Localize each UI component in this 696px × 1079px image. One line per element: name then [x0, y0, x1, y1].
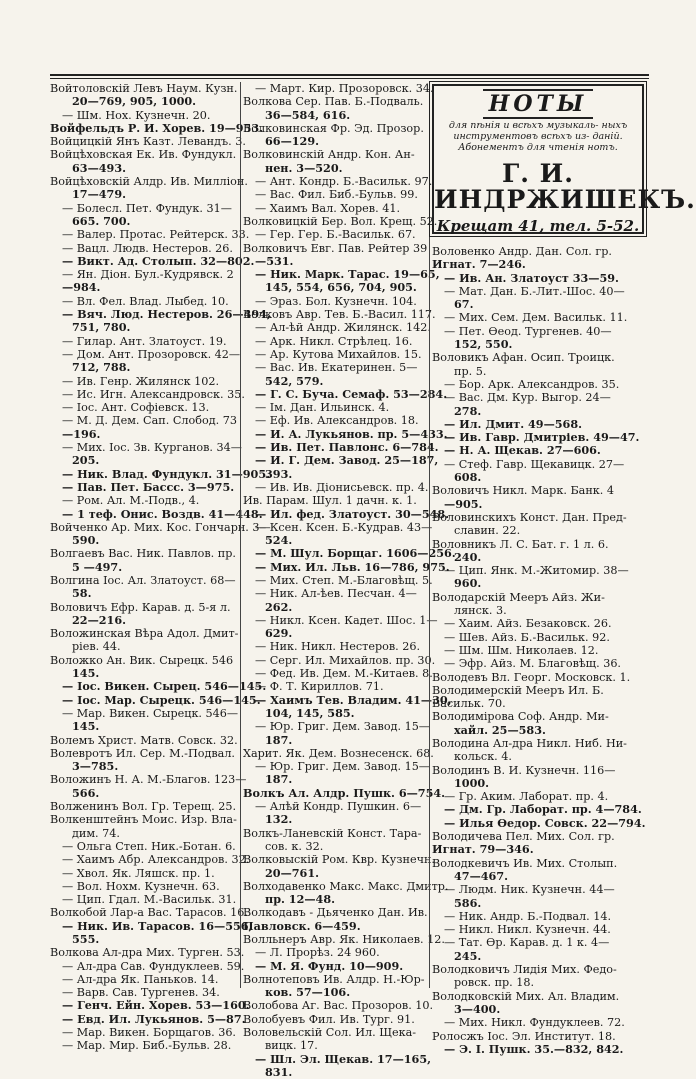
directory-entry-line: — Юр. Григ. Дем. Завод. 15—	[255, 760, 430, 774]
directory-entry-line: — Ил. Дмит. 49—568.	[444, 416, 583, 431]
directory-entry-line: Волковыскій Ром. Квр. Кузнечн.	[243, 853, 435, 867]
column-3	[432, 245, 648, 1056]
directory-entry-line: — М. Я. Фунд. 10—909.	[255, 958, 404, 973]
directory-entry-line: — Ром. Ал. М.-Подв., 4.	[62, 494, 200, 508]
directory-entry-line: сов. к. 32.	[265, 839, 324, 853]
directory-entry-line: — Тат. Ѳр. Карав. д. 1 к. 4—	[444, 936, 610, 950]
directory-entry-line: славин. 22.	[454, 524, 521, 538]
directory-entry-line: — Ал-ѣй Андр. Жилянск. 142.	[255, 321, 431, 335]
directory-entry-line: 145.	[72, 666, 100, 681]
directory-entry-line: — Хаимъ Тев. Владим. 41—30,	[255, 692, 452, 707]
directory-entry-line: Ролосжъ Іос. Эл. Институт. 18.	[432, 1029, 616, 1043]
directory-entry-line: — Ксен. Ксен. Б.-Кудрав. 43—	[255, 520, 433, 534]
directory-entry-line: — Шм. Нох. Кузнечн. 20.	[62, 108, 211, 122]
directory-entry-line: — Бор. Арк. Александров. 35.	[444, 377, 620, 391]
directory-entry-line: лянск. 3.	[454, 604, 507, 618]
directory-entry-line: 205.	[72, 453, 100, 468]
directory-entry-line: 960.	[454, 576, 482, 591]
directory-entry-line: Ив. Парам. Шул. 1 дачн. к. 1.	[243, 494, 417, 508]
directory-entry-line: 47—467.	[454, 868, 509, 883]
directory-entry-line: — Ник. Влад. Фундукл. 31—905.	[62, 466, 271, 481]
directory-entry-line: — 1 теф. Онис. Воздв. 41—448.	[62, 506, 263, 521]
ad-text: для пѣнія и всѣхъ музыкаль- ныхъ инструментовъ всѣхъ из- даній. Абонементъ для чтенія нотъ.	[448, 120, 628, 153]
directory-entry-line: —196.	[62, 426, 101, 441]
directory-entry-line: — Мих. Іос. Зв. Курганов. 34—	[62, 441, 242, 455]
directory-entry-line: — Цип. Гдал. М.-Васильк. 31.	[62, 893, 237, 907]
directory-entry-line: Волемъ Христ. Матв. Совск. 32.	[50, 733, 238, 747]
directory-entry-line: 187.	[265, 772, 293, 787]
directory-entry-line: 5 —497.	[72, 559, 123, 574]
directory-entry-line: — Шм. Шм. Николаев. 12.	[444, 643, 599, 657]
directory-entry-line: — М. Шул. Борщаг. 1606—256.	[255, 546, 456, 561]
directory-entry-line: ріев. 44.	[72, 640, 121, 654]
directory-entry-line: кольск. 4.	[454, 750, 512, 764]
directory-entry-line: — Стеф. Гавр. Щекавицк. 27—	[444, 457, 625, 471]
directory-entry-line: — Ник. Марк. Тарас. 19—65,	[255, 267, 440, 282]
directory-entry-line: Воловникъ Л. С. Бат. г. 1 л. 6.	[432, 537, 609, 551]
directory-entry-line: — Вас. Ив. Екатеринен. 5—	[255, 361, 418, 375]
directory-entry-line: 17—479.	[72, 187, 127, 202]
directory-entry-line: 3—785.	[72, 759, 119, 774]
directory-entry-line: 665. 700.	[72, 213, 131, 228]
directory-entry-line: — Ис. Игн. Александровск. 35.	[62, 387, 245, 401]
column-divider-2	[429, 82, 430, 988]
directory-entry-line: 542, 579.	[265, 373, 324, 388]
directory-entry-line: Волженинъ Вол. Гр. Терещ. 25.	[50, 800, 237, 814]
directory-entry-line: Васильк. 70.	[432, 697, 506, 711]
directory-entry-line: 152, 550.	[454, 337, 513, 352]
directory-entry-line: Харит. Як. Дем. Вознесенск. 68.	[243, 746, 434, 760]
directory-entry-line: 262.	[265, 599, 293, 614]
directory-entry-line: — Еф. Ив. Александров. 18.	[255, 414, 419, 428]
directory-entry-line: — Арк. Никл. Стрѣлец. 16.	[255, 334, 413, 348]
directory-entry-line: хайл. 25—583.	[454, 722, 546, 737]
directory-entry-line: Войцѣховскій Алдр. Ив. Милліон.	[50, 175, 248, 189]
directory-entry-line: — Ив. Гавр. Дмитріев. 49—47.	[444, 430, 640, 445]
directory-entry-line: 22—216.	[72, 612, 127, 627]
directory-entry-line: 586.	[454, 895, 482, 910]
directory-entry-line: — Мих. Степ. М.-Благовѣщ. 5.	[255, 573, 433, 587]
directory-entry-line: Войцѣховская Ек. Ив. Фундукл.	[50, 148, 237, 162]
directory-entry-line: —905.	[444, 496, 483, 511]
directory-entry-line: — Хвол. Як. Ляшск. пр. 1.	[62, 866, 215, 880]
directory-entry-line: Войфельдъ Р. И. Хорев. 19—953.	[50, 120, 264, 135]
directory-entry-line: Волковицкій Бер. Вол. Крещ. 52.	[243, 214, 438, 228]
directory-entry-line: 278.	[454, 403, 482, 418]
directory-entry-line: — Мих. Ил. Льв. 16—786, 975.	[255, 559, 450, 574]
directory-entry-line: Волобова Аг. Вас. Прозоров. 10.	[243, 999, 434, 1013]
directory-entry-line: Володимерскій Мееръ Ил. Б.	[432, 683, 604, 697]
directory-entry-line: Володевъ Вл. Георг. Московск. 1.	[432, 670, 631, 684]
ad-address: Крещат 41, тел. 5-52.	[436, 217, 640, 235]
directory-entry-line: Волгаевъ Вас. Ник. Павлов. пр.	[50, 547, 236, 561]
directory-entry-line: — Ник. Ив. Тарасов. 16—556,	[62, 918, 253, 933]
directory-entry-line: — Валер. Протас. Рейтерск. 33.	[62, 228, 250, 242]
directory-entry-line: — Мар. Викен. Борщагов. 36.	[62, 1026, 236, 1040]
directory-entry-line: 145.	[72, 719, 100, 734]
directory-entry-line: Воложко Ан. Вик. Сырецк. 546	[50, 653, 234, 667]
directory-entry-line: Волкова Ал-дра Мих. Турген. 53.	[50, 946, 245, 960]
directory-entry-line: 36—584, 616.	[265, 107, 351, 122]
directory-entry-line: Волковинскій Андр. Кон. Ан-	[243, 148, 415, 162]
directory-entry-line: — Никл. Ксен. Кадет. Шос. 1—	[255, 613, 438, 627]
directory-entry-line: Волобуевъ Фил. Ив. Тург. 91.	[243, 1012, 415, 1026]
directory-entry-line: Володина Ал-дра Никл. Ниб. Ни-	[432, 736, 627, 750]
directory-entry-line: Володарскій Мееръ Айз. Жи-	[432, 590, 605, 604]
directory-entry-line: — Ив. Ив. Діонисьевск. пр. 4.	[255, 480, 429, 494]
directory-entry-line: 393.	[265, 466, 293, 481]
column-divider-1	[240, 82, 241, 988]
directory-entry-line: 132.	[265, 812, 293, 827]
directory-entry-line: — Шев. Айз. Б.-Васильк. 92.	[444, 630, 610, 644]
directory-entry-line: Володковичъ Лидія Мих. Федо-	[432, 963, 617, 977]
directory-entry-line: — Іос. Мар. Сырецк. 546—145.	[62, 692, 261, 707]
directory-entry-line: — Ф. Т. Кириллов. 71.	[255, 680, 384, 694]
directory-entry-line: Володковскій Мих. Ал. Владим.	[432, 989, 620, 1003]
directory-entry-line: Воловельскій Сол. Ил. Щека-	[243, 1026, 417, 1040]
directory-entry-line: — Викт. Ад. Столып. 32—802.	[62, 253, 255, 268]
directory-entry-line: Воложинская Вѣра Адол. Дмит-	[50, 627, 239, 641]
directory-entry-line: ков. 57—106.	[265, 985, 351, 1000]
directory-entry-line: — Вл. Фел. Влад. Лыбед. 10.	[62, 294, 229, 308]
directory-entry-line: 63—493.	[72, 160, 127, 175]
directory-entry-line: 66—129.	[265, 134, 320, 149]
directory-entry-line: — Ник. Ал-ѣев. Песчан. 4—	[255, 587, 417, 601]
directory-entry-line: пр. 5.	[454, 364, 487, 378]
directory-entry-line: Володичева Пел. Мих. Сол. гр.	[432, 830, 615, 844]
directory-entry-line: — Людм. Ник. Кузнечн. 44—	[444, 883, 615, 897]
directory-entry-line: — Вяч. Люд. Нестеров. 26—494,	[62, 307, 271, 322]
directory-entry-line: дим. 74.	[72, 826, 120, 840]
directory-entry-line: Волкодавъ - Дьяченко Дан. Ив.	[243, 906, 428, 920]
directory-entry-line: — Ив. Пет. Павлонс. 6—784.	[255, 440, 439, 455]
directory-entry-line: — Ил. фед. Златоуст. 30—548.	[255, 506, 450, 521]
directory-entry-line: 187.	[265, 732, 293, 747]
directory-entry-line: Волковинская Фр. Эд. Прозор.	[243, 121, 424, 135]
directory-entry-line: 712, 788.	[72, 360, 131, 375]
directory-entry-line: Воложинъ Н. А. М.-Благов. 123—	[50, 773, 247, 787]
directory-entry-line: — Дом. Ант. Прозоровск. 42—	[62, 347, 241, 361]
directory-entry-line: Войцицкій Янъ Казт. Левандъ. 3.	[50, 135, 246, 149]
directory-entry-line: Войтоловскій Левъ Наум. Кузн.	[50, 82, 238, 95]
directory-entry-line: 608.	[454, 470, 482, 485]
directory-entry-line: Волльнеръ Авр. Як. Николаев. 12.	[243, 933, 445, 946]
directory-entry-line: — Э. І. Пушк. 35.—832, 842.	[444, 1041, 624, 1056]
directory-entry-line: — И. Г. Дем. Завод. 25—187,	[255, 453, 439, 468]
directory-entry-line: 629.	[265, 626, 293, 641]
directory-entry-line: 67.	[454, 297, 474, 312]
directory-entry-line: Волгина Іос. Ал. Златоуст. 68—	[50, 573, 236, 587]
directory-entry-line: Игнат. 79—346.	[432, 842, 534, 857]
directory-entry-line: 145, 554, 656, 704, 905.	[265, 280, 417, 295]
directory-entry-line: — Алѣй Кондр. Пушкин. 6—	[255, 800, 422, 814]
directory-entry-line: — Вас. Дм. Кур. Выгор. 24—	[444, 391, 611, 405]
directory-entry-line: — Гер. Гер. Б.-Васильк. 67.	[255, 228, 416, 242]
directory-entry-line: — Ник. Андр. Б.-Подвал. 14.	[444, 909, 612, 923]
directory-entry-line: Волковичъ Евг. Пав. Рейтер 39	[243, 241, 428, 255]
directory-entry-line: Войченко Ар. Мих. Кос. Гончарн. 3—	[50, 520, 271, 534]
directory-entry-line: Волкенштейнъ Моис. Изр. Вла-	[50, 813, 237, 827]
directory-entry-line: — Мар. Викен. Сырецк. 546—	[62, 706, 239, 720]
directory-entry-line: — Илья Ѳедор. Совск. 22—794.	[444, 815, 646, 830]
directory-entry-line: — Цип. Янк. М.-Житомир. 38—	[444, 564, 629, 578]
directory-entry-line: — Болесл. Пет. Фундук. 31—	[62, 201, 232, 215]
directory-entry-line: — Ольга Степ. Ник.-Ботан. 6.	[62, 839, 236, 853]
directory-entry-line: — И. А. Лукьянов. пр. 5—433.	[255, 426, 448, 441]
ad-title: НОТЫ	[434, 92, 642, 116]
directory-entry-line: — Евд. Ил. Лукьянов. 5—87.	[62, 1011, 246, 1026]
column-1	[50, 82, 271, 1053]
directory-entry-line: 524.	[265, 533, 293, 548]
directory-entry-line: — Вол. Нохм. Кузнечн. 63.	[62, 879, 220, 893]
directory-entry-line: 240.	[454, 549, 482, 564]
directory-entry-line: — Ар. Кутова Михайлов. 15.	[255, 347, 422, 361]
directory-entry-line: —531.	[255, 253, 294, 268]
directory-entry-line: — Шл. Эл. Щекав. 17—165,	[255, 1051, 432, 1066]
directory-entry-line: 58.	[72, 586, 92, 601]
directory-entry-line: — Ал-дра Сав. Фундуклеев. 59.	[62, 959, 245, 973]
directory-entry-line: Павловск. 6—459.	[243, 918, 361, 933]
directory-entry-line: 566.	[72, 785, 100, 800]
directory-entry-line: — Іос. Викен. Сырец. 546—145.	[62, 679, 267, 694]
directory-entry-line: — Серг. Ил. Михайлов. пр. 30.	[255, 653, 436, 667]
directory-entry-line: — Вас. Фил. Биб.-Бульв. 99.	[255, 188, 418, 202]
directory-entry-line: — Ант. Кондр. Б.-Васильк. 97.	[255, 175, 433, 189]
directory-entry-line: — Мар. Мир. Биб.-Бульв. 28.	[62, 1039, 232, 1053]
directory-entry-line: 831.	[265, 1064, 293, 1079]
directory-entry-line: — Ив. Генр. Жилянск 102.	[62, 374, 220, 388]
directory-entry-line: Волкъ Ал. Алдр. Пушк. 6—754.	[243, 785, 446, 800]
directory-entry-line: пр. 12—48.	[265, 892, 336, 907]
directory-entry-line: — Фед. Ив. Дем. М.-Китаев. 8.	[255, 667, 433, 681]
advertisement	[432, 84, 696, 235]
directory-entry-line: — Ал-дра Як. Паньков. 14.	[62, 972, 219, 986]
directory-entry-line: — Дм. Гр. Лаборат. пр. 4—784.	[444, 802, 642, 817]
directory-entry-line: — Ив. Ан. Златоуст 33—59.	[444, 270, 619, 285]
directory-entry-line: — Никл. Никл. Кузнечн. 44.	[444, 923, 611, 937]
directory-entry-line: Воловикъ Афан. Осип. Троицк.	[432, 351, 615, 365]
directory-entry-line: — Ян. Діон. Бул.-Кудрявск. 2	[62, 268, 234, 282]
directory-entry-line: —984.	[62, 280, 101, 295]
directory-entry-line: — Іос. Ант. Софіевск. 13.	[62, 401, 210, 415]
directory-entry-line: — Генч. Ейн. Хорев. 53—160.	[62, 998, 250, 1013]
directory-entry-line: — Ник. Никл. Нестеров. 26.	[255, 640, 421, 654]
directory-entry-line: 555.	[72, 932, 100, 946]
directory-entry-line: 751, 780.	[72, 320, 131, 335]
directory-entry-line: — Мих. Никл. Фундуклеев. 72.	[444, 1016, 625, 1030]
directory-entry-line: 245.	[454, 948, 482, 963]
directory-entry-line: — Хаим. Айз. Безаковск. 26.	[444, 617, 612, 631]
directory-entry-line: — Хаимъ Вал. Хорев. 41.	[255, 201, 401, 215]
top-rule	[50, 74, 649, 79]
directory-entry-line: — Г. С. Буча. Семаф. 53—284.	[255, 386, 448, 401]
directory-entry-line: — Эраз. Бол. Кузнечн. 104.	[255, 294, 417, 308]
directory-entry-line: — Гр. Аким. Лаборат. пр. 4.	[444, 790, 609, 804]
directory-entry-line: Володкевичъ Ив. Мих. Столып.	[432, 856, 618, 870]
directory-entry-line: Волкъ-Ланевскій Конст. Тара-	[243, 826, 422, 840]
directory-entry-line: 1000.	[454, 775, 490, 790]
directory-entry-line: ровск. пр. 18.	[454, 976, 535, 990]
directory-entry-line: вицк. 17.	[265, 1039, 318, 1053]
directory-entry-line: Володинъ В. И. Кузнечн. 116—	[432, 763, 616, 777]
directory-entry-line: — Мих. Сем. Дем. Васильк. 11.	[444, 311, 628, 325]
directory-entry-line: — Пав. Пет. Бассс. 3—975.	[62, 479, 235, 494]
directory-entry-line: Игнат. 7—246.	[432, 257, 526, 272]
directory-entry-line: — Ім. Дан. Ильинск. 4.	[255, 401, 390, 415]
directory-entry-line: Воловичъ Никл. Марк. Банк. 4	[432, 484, 615, 498]
directory-entry-line: Волнотеповъ Ив. Алдр. Н.-Юр-	[243, 972, 425, 986]
directory-entry-line: Володимірова Соф. Андр. Ми-	[432, 710, 609, 724]
directory-entry-line: — М. Д. Дем. Сап. Слобод. 73	[62, 414, 237, 428]
directory-entry-line: 20—769, 905, 1000.	[72, 94, 197, 109]
directory-entry-line: 590.	[72, 533, 100, 548]
directory-entry-line: — Пет. Ѳеод. Тургенев. 40—	[444, 324, 612, 338]
directory-entry-line: 20—761.	[265, 865, 320, 880]
directory-entry-line: — Эфр. Айз. М. Благовѣщ. 36.	[444, 657, 621, 671]
directory-entry-line: — Вацл. Людв. Нестеров. 26.	[62, 241, 233, 255]
directory-entry-line: — Хаимъ Абр. Александров. 32.	[62, 853, 250, 867]
directory-entry-line: Волходавенко Макс. Макс. Дмитр.	[243, 879, 449, 893]
directory-entry-line: — Юр. Григ. Дем. Завод. 15—	[255, 720, 430, 734]
directory-entry-line: Волевротъ Ил. Сер. М.-Подвал.	[50, 746, 235, 760]
directory-entry-line: — Март. Кир. Прозоровск. 34.	[255, 82, 434, 95]
directory-entry-line: — Мат. Дан. Б.-Лит.-Шос. 40—	[444, 284, 625, 298]
directory-entry-line: 3—400.	[454, 1001, 501, 1016]
directory-entry-line: Воловичъ Ефр. Карав. д. 5-я л.	[50, 600, 231, 614]
directory-entry-line: нен. 3—520.	[265, 160, 343, 175]
directory-entry-line: Воловинскихъ Конст. Дан. Пред-	[432, 510, 627, 524]
directory-entry-line: — Гилар. Ант. Златоуст. 19.	[62, 334, 227, 348]
ad-name: Г. И. ИНДРЖИШЕКЪ.	[434, 159, 696, 214]
directory-entry-line: Воловенко Андр. Дан. Сол. гр.	[432, 245, 612, 258]
directory-entry-line: Волкова Сер. Пав. Б.-Подваль.	[243, 95, 424, 109]
directory-entry-line: Волкобой Лар-а Вас. Тарасов. 16.	[50, 906, 248, 920]
directory-entry-line: — Варв. Сав. Тургенев. 34.	[62, 986, 220, 1000]
directory-entry-line: — Н. А. Щекав. 27—606.	[444, 443, 601, 458]
directory-entry-line: Волковъ Авр. Тев. Б.-Васил. 117.	[243, 308, 436, 322]
directory-entry-line: — Л. Прорѣз. 24 960.	[255, 946, 380, 960]
column-2	[243, 82, 456, 1079]
directory-entry-line: 104, 145, 585.	[265, 705, 355, 720]
